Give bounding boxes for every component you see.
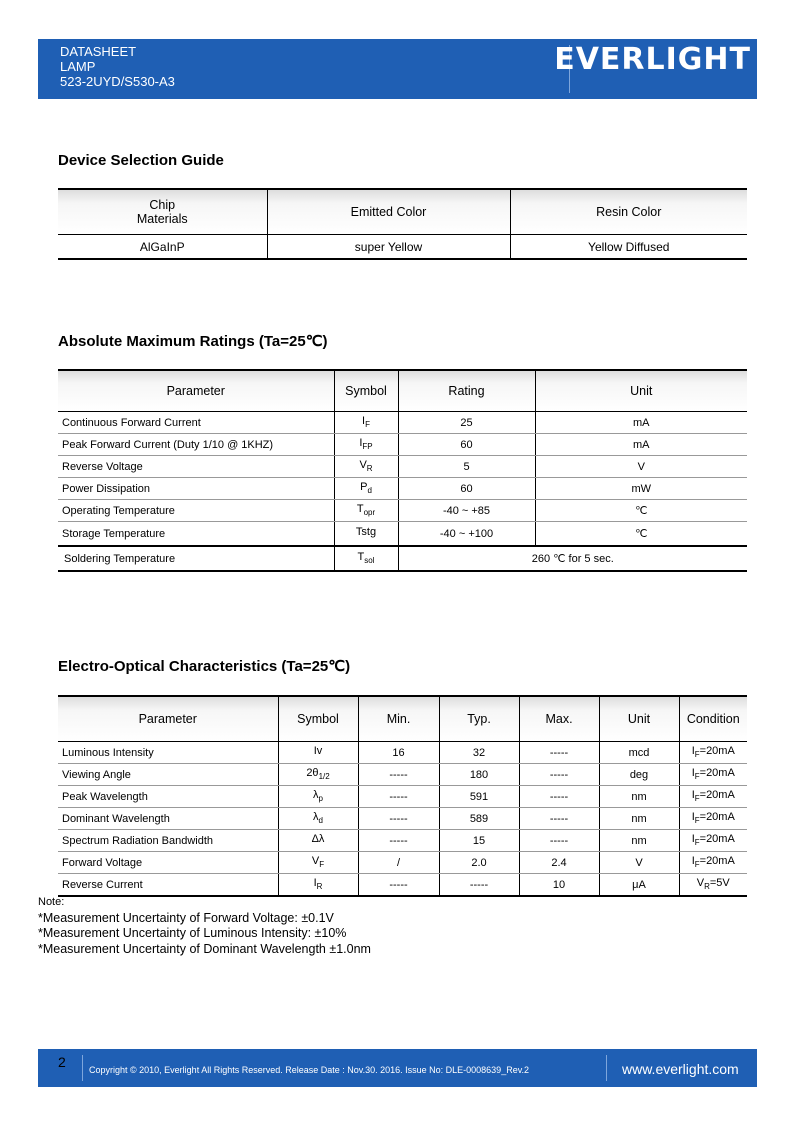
condition-sub: F <box>694 772 700 782</box>
footer-bar <box>38 1049 757 1087</box>
condition-main: V <box>696 877 705 890</box>
header-rating: Rating <box>398 370 535 412</box>
condition-sub: F <box>694 794 700 804</box>
symbol-sub: F <box>365 420 370 430</box>
rating-cell: 25 <box>398 412 535 434</box>
symbol-main: T <box>356 503 364 516</box>
param-cell: Peak Wavelength <box>58 786 278 808</box>
header-resin-color: Resin Color <box>510 189 747 235</box>
selection-title: Device Selection Guide <box>58 152 224 169</box>
symbol-main: T <box>357 551 365 564</box>
header-text <box>60 44 175 89</box>
header-min: Min. <box>358 696 439 742</box>
typ-cell: 2.0 <box>439 852 519 874</box>
header-typ: Typ. <box>439 696 519 742</box>
abs-title: Absolute Maximum Ratings (Ta=25℃) <box>58 333 328 350</box>
min-cell: ----- <box>358 764 439 786</box>
symbol-cell <box>278 874 358 897</box>
condition-main: I <box>691 855 695 868</box>
website-link[interactable]: www.everlight.com <box>622 1061 739 1077</box>
max-cell: 2.4 <box>519 852 599 874</box>
unit-cell: ℃ <box>535 522 747 547</box>
table-row <box>58 786 747 808</box>
table-header-row <box>58 370 747 412</box>
condition-cell <box>679 808 747 830</box>
table-row <box>58 478 747 500</box>
eo-rows <box>58 742 747 897</box>
table-row <box>58 456 747 478</box>
param-cell: Continuous Forward Current <box>58 412 334 434</box>
param-cell: Luminous Intensity <box>58 742 278 764</box>
header-parameter: Parameter <box>58 370 334 412</box>
header-unit: Unit <box>535 370 747 412</box>
condition-sub: F <box>694 750 700 760</box>
param-cell: Reverse Voltage <box>58 456 334 478</box>
symbol-cell <box>278 742 358 764</box>
typ-cell: 15 <box>439 830 519 852</box>
eo-table <box>58 695 747 897</box>
unit-cell: nm <box>599 830 679 852</box>
unit-cell: nm <box>599 808 679 830</box>
symbol-cell <box>278 852 358 874</box>
max-cell: ----- <box>519 742 599 764</box>
footer-divider <box>606 1055 607 1081</box>
part-number: 523-2UYD/S530-A3 <box>60 74 175 89</box>
typ-cell: 32 <box>439 742 519 764</box>
param-cell: Power Dissipation <box>58 478 334 500</box>
condition-cell <box>679 764 747 786</box>
param-cell: Peak Forward Current (Duty 1/10 @ 1KHZ) <box>58 434 334 456</box>
unit-cell: μA <box>599 874 679 897</box>
table-row <box>58 235 747 260</box>
footer-divider <box>82 1055 83 1081</box>
param-cell: Forward Voltage <box>58 852 278 874</box>
symbol-main: Tstg <box>355 526 377 539</box>
copyright-text: Copyright © 2010, Everlight All Rights Reserved. Release Date : Nov.30. 2016. Issue No: DLE-0008639_Rev.2 <box>89 1065 530 1075</box>
symbol-cell <box>334 522 398 547</box>
max-cell: ----- <box>519 808 599 830</box>
symbol-sub: d <box>318 816 323 826</box>
symbol-main: λ <box>313 811 319 824</box>
header-parameter: Parameter <box>58 696 278 742</box>
condition-value: =20mA <box>699 855 735 868</box>
header-bar <box>38 39 757 99</box>
symbol-cell <box>278 830 358 852</box>
condition-main: I <box>691 745 695 758</box>
symbol-main: I <box>362 415 366 428</box>
symbol-main: I <box>359 437 363 450</box>
table-row <box>58 808 747 830</box>
selection-table <box>58 188 747 260</box>
symbol-cell <box>278 764 358 786</box>
header-symbol: Symbol <box>278 696 358 742</box>
table-row <box>58 434 747 456</box>
note-line: *Measurement Uncertainty of Dominant Wavelength ±1.0nm <box>38 941 371 956</box>
product-category: LAMP <box>60 59 96 74</box>
condition-main: I <box>691 833 695 846</box>
symbol-main: Iv <box>313 745 323 758</box>
header-symbol: Symbol <box>334 370 398 412</box>
condition-cell <box>679 830 747 852</box>
rating-cell: 60 <box>398 434 535 456</box>
max-cell: 10 <box>519 874 599 897</box>
condition-main: I <box>691 767 695 780</box>
rating-cell: 60 <box>398 478 535 500</box>
eo-title: Electro-Optical Characteristics (Ta=25℃) <box>58 658 351 675</box>
header-chip-materials: Chip Materials <box>58 189 267 235</box>
unit-cell: deg <box>599 764 679 786</box>
table-row <box>58 412 747 434</box>
condition-sub: F <box>694 838 700 848</box>
symbol-sub: d <box>367 486 372 496</box>
condition-sub: R <box>704 882 710 892</box>
typ-cell: ----- <box>439 874 519 897</box>
unit-cell: ℃ <box>535 500 747 522</box>
typ-cell: 591 <box>439 786 519 808</box>
min-cell: ----- <box>358 874 439 897</box>
unit-cell: V <box>599 852 679 874</box>
header-emitted-color: Emitted Color <box>267 189 510 235</box>
min-cell: / <box>358 852 439 874</box>
symbol-main: Δλ <box>311 833 325 846</box>
doc-type: DATASHEET <box>60 44 137 59</box>
notes <box>38 895 371 957</box>
table-header-row <box>58 696 747 742</box>
rating-cell: -40 ~ +100 <box>398 522 535 547</box>
unit-cell: V <box>535 456 747 478</box>
table-row <box>58 830 747 852</box>
symbol-cell <box>278 808 358 830</box>
header-max: Max. <box>519 696 599 742</box>
unit-cell: mA <box>535 412 747 434</box>
param-cell: Storage Temperature <box>58 522 334 547</box>
chip-material-cell: AlGaInP <box>58 235 267 260</box>
symbol-sub: R <box>316 882 323 892</box>
param-cell: Soldering Temperature <box>58 546 334 571</box>
unit-cell: mW <box>535 478 747 500</box>
emitted-color-cell: super Yellow <box>267 235 510 260</box>
param-cell: Operating Temperature <box>58 500 334 522</box>
param-cell: Viewing Angle <box>58 764 278 786</box>
typ-cell: 180 <box>439 764 519 786</box>
min-cell: ----- <box>358 830 439 852</box>
table-row <box>58 546 747 571</box>
symbol-cell <box>334 456 398 478</box>
unit-cell: nm <box>599 786 679 808</box>
symbol-sub: sol <box>364 556 375 566</box>
symbol-cell <box>334 434 398 456</box>
symbol-cell <box>278 786 358 808</box>
header-unit: Unit <box>599 696 679 742</box>
min-cell: ----- <box>358 808 439 830</box>
max-cell: ----- <box>519 830 599 852</box>
resin-color-cell: Yellow Diffused <box>510 235 747 260</box>
symbol-cell <box>334 500 398 522</box>
min-cell: ----- <box>358 786 439 808</box>
param-cell: Reverse Current <box>58 874 278 897</box>
symbol-sub: F <box>319 860 325 870</box>
condition-value: =20mA <box>699 745 735 758</box>
rating-cell: -40 ~ +85 <box>398 500 535 522</box>
table-row <box>58 852 747 874</box>
symbol-sub: FP <box>362 442 373 452</box>
condition-value: =20mA <box>699 789 735 802</box>
symbol-sub: 1/2 <box>318 772 330 782</box>
header-condition: Condition <box>679 696 747 742</box>
condition-value: =20mA <box>699 833 735 846</box>
typ-cell: 589 <box>439 808 519 830</box>
note-label: Note: <box>38 896 65 908</box>
everlight-logo: EVERLIGHT <box>554 42 751 77</box>
solder-value-cell: 260 ℃ for 5 sec. <box>398 546 747 571</box>
table-row <box>58 874 747 897</box>
condition-cell <box>679 742 747 764</box>
symbol-sub: R <box>366 464 373 474</box>
table-row <box>58 500 747 522</box>
min-cell: 16 <box>358 742 439 764</box>
abs-ratings-table <box>58 369 747 572</box>
symbol-main: P <box>360 481 368 494</box>
unit-cell: mA <box>535 434 747 456</box>
param-cell: Dominant Wavelength <box>58 808 278 830</box>
abs-rows <box>58 412 747 547</box>
condition-cell <box>679 786 747 808</box>
condition-sub: F <box>694 816 700 826</box>
symbol-main: 2θ <box>306 767 319 780</box>
symbol-main: λ <box>313 789 319 802</box>
symbol-sub: p <box>318 794 323 804</box>
symbol-sub: opr <box>363 508 376 518</box>
note-line: *Measurement Uncertainty of Luminous Intensity: ±10% <box>38 926 347 940</box>
condition-cell <box>679 852 747 874</box>
symbol-main: V <box>311 855 320 868</box>
table-row <box>58 522 747 547</box>
condition-value: =20mA <box>699 811 735 824</box>
condition-cell <box>679 874 747 897</box>
table-header-row <box>58 189 747 235</box>
condition-sub: F <box>694 860 700 870</box>
condition-main: I <box>691 811 695 824</box>
param-cell: Spectrum Radiation Bandwidth <box>58 830 278 852</box>
symbol-main: I <box>313 877 317 890</box>
note-line: *Measurement Uncertainty of Forward Voltage: ±0.1V <box>38 910 334 925</box>
rating-cell: 5 <box>398 456 535 478</box>
symbol-cell <box>334 546 398 571</box>
condition-value: =5V <box>709 877 730 890</box>
condition-main: I <box>691 789 695 802</box>
condition-value: =20mA <box>699 767 735 780</box>
table-row <box>58 764 747 786</box>
max-cell: ----- <box>519 786 599 808</box>
symbol-cell <box>334 412 398 434</box>
symbol-main: V <box>359 459 367 472</box>
max-cell: ----- <box>519 764 599 786</box>
symbol-cell <box>334 478 398 500</box>
unit-cell: mcd <box>599 742 679 764</box>
page-number: 2 <box>58 1054 66 1070</box>
table-row <box>58 742 747 764</box>
